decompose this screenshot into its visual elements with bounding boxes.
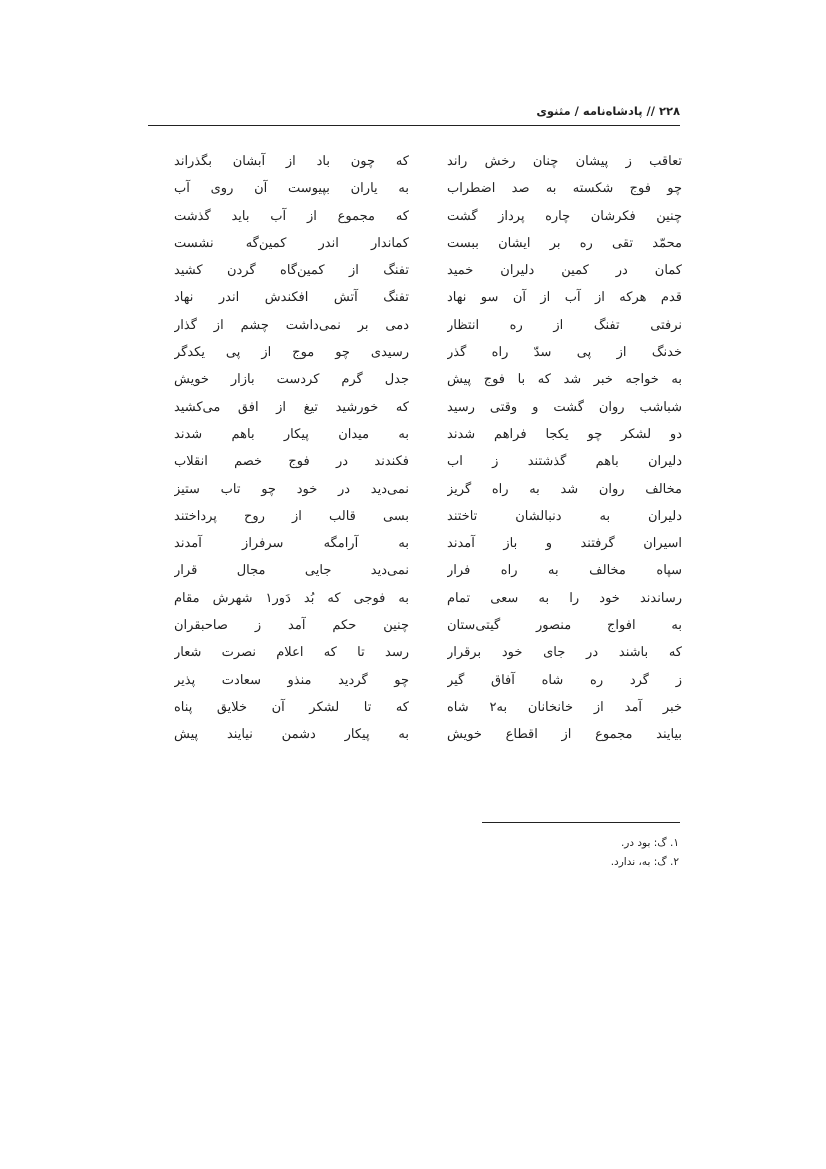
footnote-rule xyxy=(482,822,680,823)
verse-right-16: سپاه مخالف به راه فرار xyxy=(447,563,682,579)
verse-left-3: که مجموع از آب باید گذشت xyxy=(174,208,409,224)
verse-right-19: که باشند در جای خود برقرار xyxy=(447,645,682,661)
verse-left-21: که تا لشکر آن خلایق پناه xyxy=(174,699,409,715)
verse-left-18: چنین حکم آمد ز صاحبقران xyxy=(174,618,409,634)
header-rule xyxy=(148,125,680,126)
verse-left-2: به یاران بپیوست آن روی آب xyxy=(174,181,409,197)
verse-right-20: ز گرد ره شاه آفاق گیر xyxy=(447,672,682,688)
verse-left-19: رسد تا که اعلام نصرت شعار xyxy=(174,645,409,661)
verse-left-8: رسیدی چو موج از پی یکدگر xyxy=(174,345,409,361)
verse-left-14: بسی قالب از روح پرداختند xyxy=(174,508,409,524)
verse-left-1: که چون باد از آبشان بگذراند xyxy=(174,154,409,169)
verse-right-22: بیایند مجموع از اقطاع خویش xyxy=(447,727,682,743)
verse-right-13: مخالف روان شد به راه گریز xyxy=(447,481,682,497)
verse-left-17: به فوجی که بُد دَور۱ شهرش مقام xyxy=(174,590,409,606)
verse-right-3: چنین فکرشان چاره پرداز گشت xyxy=(447,208,682,224)
verse-right-11: دو لشکر چو یکجا فراهم شدند xyxy=(447,426,682,442)
footnote-1: ۱. گ: بود در. xyxy=(620,837,679,849)
verse-left-6: تفنگ آتش افکندش اندر نهاد xyxy=(174,290,409,306)
verse-left-20: چو گردید منذو سعادت پذیر xyxy=(174,672,409,688)
verse-right-5: کمان در کمین دلیران خمید xyxy=(447,263,682,279)
verse-right-7: نرفتی تفنگ از ره انتظار xyxy=(447,317,682,333)
verse-left-16: نمی‌دید جایی مجال قرار xyxy=(174,563,409,579)
verse-right-21: خبر آمد از خانخانان به۲ شاه xyxy=(447,699,682,715)
verse-left-12: فکندند در فوج خصم انقلاب xyxy=(174,454,409,470)
verse-left-22: به پیکار دشمن نیایند پیش xyxy=(174,727,409,743)
verse-right-2: چو فوج شکسته به صد اضطراب xyxy=(447,181,682,197)
verse-left-11: به میدان پیکار باهم شدند xyxy=(174,426,409,442)
verse-right-8: خدنگ از پی سدّ راه گذر xyxy=(447,345,682,361)
verse-right-18: به افواج منصور گیتی‌ستان xyxy=(447,618,682,634)
verse-right-17: رساندند خود را به سعی تمام xyxy=(447,590,682,606)
verse-right-14: دلیران به دنبالشان تاختند xyxy=(447,508,682,524)
verse-right-15: اسیران گرفتند و باز آمدند xyxy=(447,536,682,552)
verse-left-9: جدل گرم کردست بازار خویش xyxy=(174,372,409,388)
footnotes xyxy=(379,834,679,872)
footnote-2: ۲. گ: به، ندارد. xyxy=(610,856,679,868)
verse-left-7: دمی بر نمی‌داشت چشم از گذار xyxy=(174,317,409,333)
verse-right-10: شباشب روان گشت و وقتی رسید xyxy=(447,399,682,415)
running-head: ۲۲۸ // پادشاه‌نامه / مثنوی xyxy=(536,104,680,118)
verse-left-4: کماندار اندر کمین‌گه نشست xyxy=(174,235,409,251)
verse-left-15: به آرامگه سرفراز آمدند xyxy=(174,536,409,552)
verse-right-9: به خواجه خبر شد که با فوج پیش xyxy=(447,372,682,388)
poem-column-right xyxy=(447,148,682,749)
verse-left-10: که خورشید تیغ از افق می‌کشید xyxy=(174,399,409,415)
verse-right-6: قدم هرکه از آب از آن سو نهاد xyxy=(447,290,682,306)
verse-left-13: نمی‌دید در خود چو تاب ستیز xyxy=(174,481,409,497)
verse-right-1: تعاقب ز پیشان چنان رخش راند xyxy=(447,154,682,169)
verse-right-12: دلیران باهم گذشتند ز اب xyxy=(447,454,682,470)
verse-right-4: محمّد تقی ره بر ایشان ببست xyxy=(447,235,682,251)
verse-left-5: تفنگ از کمین‌گاه گردن کشید xyxy=(174,263,409,279)
poem-column-left xyxy=(174,148,409,749)
